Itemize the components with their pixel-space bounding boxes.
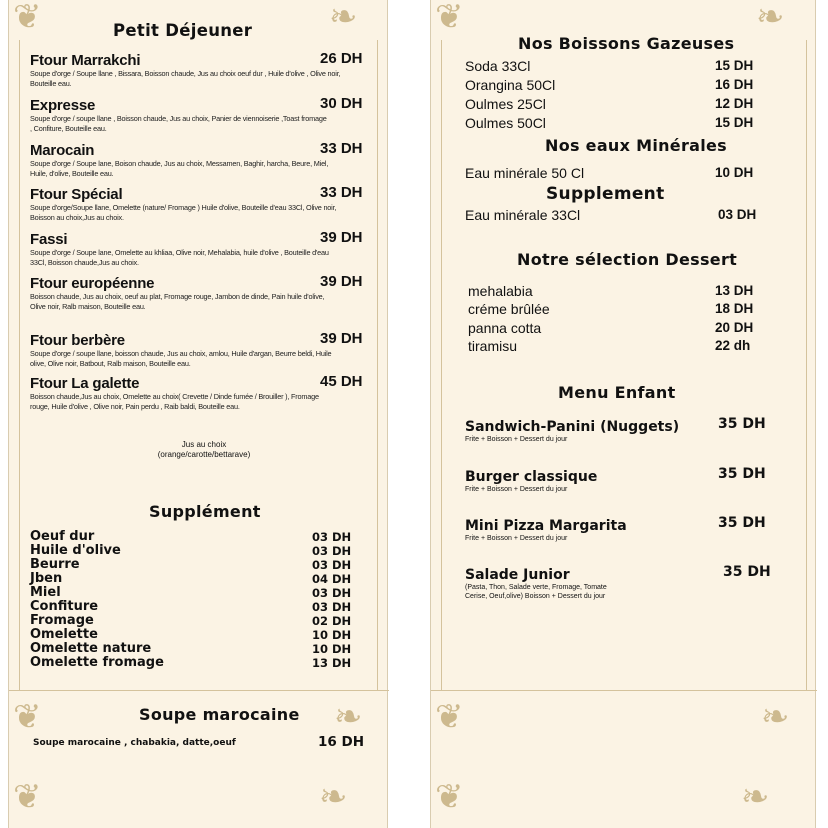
item-name: Fassi (30, 231, 68, 248)
item-price: 35 DH (718, 466, 766, 482)
item-name: Beurre (30, 557, 80, 572)
item-price: 33 DH (320, 184, 363, 201)
list-item (30, 600, 360, 614)
menu-item (30, 273, 370, 311)
item-name: Ftour Spécial (30, 186, 123, 203)
item-name: Oulmes 25Cl (465, 96, 546, 112)
flourish-ornament-icon: ❧ (319, 777, 348, 817)
item-name: Omelette fromage (30, 655, 164, 670)
item-name: mehalabia (468, 283, 533, 299)
item-name: Eau minérale 50 Cl (465, 165, 585, 181)
item-name: Ftour européenne (30, 275, 155, 292)
desserts-title: Notre sélection Dessert (517, 250, 738, 269)
soup-price: 16 DH (318, 734, 364, 750)
item-description: Frite + Boisson + Dessert du jour (465, 486, 568, 493)
item-name: Mini Pizza Margarita (465, 518, 627, 534)
item-price: 03 DH (312, 558, 352, 572)
waters-title: Nos eaux Minérales (545, 136, 728, 155)
item-price: 03 DH (718, 207, 757, 222)
item-name: Marocain (30, 142, 95, 159)
soup-title: Soupe marocaine (139, 705, 300, 724)
item-price: 20 DH (715, 320, 754, 335)
soup-description: Soupe marocaine , chabakia, datte,oeuf (33, 738, 236, 748)
item-name: Salade Junior (465, 567, 570, 583)
item-name: Oeuf dur (30, 529, 95, 544)
list-item (30, 628, 360, 642)
item-name: Huile d'olive (30, 543, 121, 558)
item-price: 15 DH (715, 58, 754, 73)
item-price: 13 DH (715, 283, 754, 298)
item-price: 30 DH (320, 95, 363, 112)
item-description: Soupe d'orge / Soupe lane, Boison chaude, Jus au choix, Messamen, Baghir, harcha, Beure, Miel, Huile, d'olive, Bouteille eau. (30, 159, 329, 178)
menu-item (30, 140, 370, 178)
item-name: Omelette nature (30, 641, 152, 656)
list-item (465, 207, 765, 226)
item-description: Boisson chaude,Jus au choix, Omelette au choix( Crevette / Dinde fumée / Brouiller ), Fromage rouge, Huile d'olive , Olive noir, Pain perdu , Raib baldi, Bouteille eau. (30, 392, 319, 411)
item-name: tiramisu (468, 338, 518, 354)
item-price: 33 DH (320, 140, 363, 157)
flourish-ornament-icon: ❧ (741, 777, 770, 817)
item-price: 03 DH (312, 530, 352, 544)
frame-border (441, 40, 442, 690)
item-price: 39 DH (320, 273, 363, 290)
list-item (30, 614, 360, 628)
item-price: 02 DH (312, 614, 352, 628)
frame-border (806, 40, 807, 690)
item-description: Soupe d'orge/Soupe llane, Omelette (nature/ Fromage ) Huile d'olive, Bouteille d'eau 33Cl, Olive noir, Boisson au choix,Jus au choix. (30, 203, 337, 222)
item-price: 10 DH (312, 642, 352, 656)
flourish-ornament-icon: ❦ (13, 697, 42, 737)
item-description: Soupe d'orge / soupe llane , Boisson chaude, Jus au choix, Panier de viennoiserie ,Toast fromage , Confiture, Bouteille eau. (30, 114, 327, 133)
menu-item (30, 330, 370, 368)
item-price: 26 DH (320, 50, 363, 67)
item-price: 04 DH (312, 572, 352, 586)
list-item (30, 656, 360, 670)
menu-item (30, 229, 370, 267)
list-item (30, 642, 360, 656)
kids-menu-title: Menu Enfant (558, 383, 676, 402)
item-name: Ftour La galette (30, 375, 140, 392)
item-name: Sandwich-Panini (Nuggets) (465, 419, 680, 435)
list-item (30, 586, 360, 600)
item-price: 35 DH (723, 564, 771, 580)
item-name: créme brûlée (468, 301, 550, 317)
kids-item (465, 466, 805, 494)
item-name: Confiture (30, 599, 99, 614)
list-item (468, 338, 768, 357)
item-price: 13 DH (312, 656, 352, 670)
item-price: 03 DH (312, 544, 352, 558)
flourish-ornament-icon: ❦ (13, 0, 42, 37)
item-price: 10 DH (715, 165, 754, 180)
item-description: Boisson chaude, Jus au choix, oeuf au plat, Fromage rouge, Jambon de dinde, Pain huile d'olive, Olive noir, Ralb maison, Bouteille eau. (30, 292, 325, 311)
breakfast-title: Petit Déjeuner (113, 21, 253, 40)
item-price: 15 DH (715, 115, 754, 130)
item-name: panna cotta (468, 320, 542, 336)
list-item (30, 530, 360, 544)
item-price: 35 DH (718, 416, 766, 432)
item-name: Eau minérale 33Cl (465, 207, 581, 223)
list-item (30, 572, 360, 586)
item-name: Fromage (30, 613, 94, 628)
list-item (465, 58, 765, 77)
list-item (465, 96, 765, 115)
item-price: 35 DH (718, 515, 766, 531)
juice-note (104, 440, 304, 460)
item-description: Frite + Boisson + Dessert du jour (465, 436, 568, 443)
item-price: 22 dh (715, 338, 751, 353)
flourish-ornament-icon: ❦ (435, 777, 464, 817)
flourish-ornament-icon: ❦ (13, 777, 42, 817)
list-item (30, 558, 360, 572)
list-item (468, 283, 768, 302)
item-price: 45 DH (320, 373, 363, 390)
item-name: Soda 33Cl (465, 58, 531, 74)
flourish-ornament-icon: ❧ (761, 697, 790, 737)
list-item (468, 301, 768, 320)
water-supplement-title: Supplement (546, 184, 665, 204)
item-price: 39 DH (320, 229, 363, 246)
frame-divider (9, 690, 389, 691)
item-price: 16 DH (715, 77, 754, 92)
menu-item (30, 373, 370, 411)
juice-title: Jus au choix (181, 440, 227, 449)
flourish-ornament-icon: ❧ (334, 697, 363, 737)
menu-page-right (430, 0, 816, 828)
item-name: Omelette (30, 627, 98, 642)
item-price: 12 DH (715, 96, 754, 111)
item-description: Soupe d'orge / Soupe lane, Omelette au khliaa, Olive noir, Mehalabia, huile d'olive , Bouteille d'eau 33Cl, Boisson chaude,Jus au choix. (30, 248, 329, 267)
list-item (30, 544, 360, 558)
item-price: 03 DH (312, 586, 352, 600)
item-description: Soupe d'orge / Soupe llane , Bissara, Boisson chaude, Jus au choix oeuf dur , Huile d'olive , Olive noir, Bouteille eau. (30, 69, 341, 88)
item-name: Oulmes 50Cl (465, 115, 546, 131)
list-item (465, 77, 765, 96)
juice-options: (orange/carotte/bettarave) (157, 450, 251, 459)
kids-item (465, 416, 805, 444)
item-price: 39 DH (320, 330, 363, 347)
item-name: Ftour berbère (30, 332, 125, 349)
flourish-ornament-icon: ❧ (329, 0, 358, 37)
item-name: Ftour Marrakchi (30, 52, 141, 69)
item-name: Jben (30, 571, 63, 586)
flourish-ornament-icon: ❧ (756, 0, 785, 37)
menu-item (30, 50, 370, 88)
supplement-title: Supplément (149, 502, 261, 521)
list-item (468, 320, 768, 339)
list-item (465, 165, 765, 184)
sodas-title: Nos Boissons Gazeuses (518, 34, 735, 53)
item-description: (Pasta, Thon, Salade verte, Fromage, Tomate Cerise, Oeuf,olive) Boisson + Dessert du jour (465, 584, 607, 600)
frame-border (19, 40, 20, 690)
frame-border (377, 40, 378, 690)
item-price: 03 DH (312, 600, 352, 614)
item-name: Orangina 50Cl (465, 77, 556, 93)
item-price: 10 DH (312, 628, 352, 642)
flourish-ornament-icon: ❦ (435, 697, 464, 737)
item-description: Frite + Boisson + Dessert du jour (465, 535, 568, 542)
menu-item (30, 95, 370, 133)
item-price: 18 DH (715, 301, 754, 316)
item-name: Expresse (30, 97, 96, 114)
menu-page-left (8, 0, 388, 828)
frame-divider (431, 690, 817, 691)
flourish-ornament-icon: ❦ (435, 0, 464, 37)
kids-item (465, 564, 805, 601)
list-item (465, 115, 765, 134)
kids-item (465, 515, 805, 543)
menu-item (30, 184, 370, 222)
item-name: Miel (30, 585, 61, 600)
item-name: Burger classique (465, 469, 598, 485)
item-description: Soupe d'orge / soupe llane, boisson chaude, Jus au choix, amlou, Huile d'argan, Beurre beldi, Huile olive, Olive noir, Batbout, Ralb maison, Bouteille eau. (30, 349, 332, 368)
